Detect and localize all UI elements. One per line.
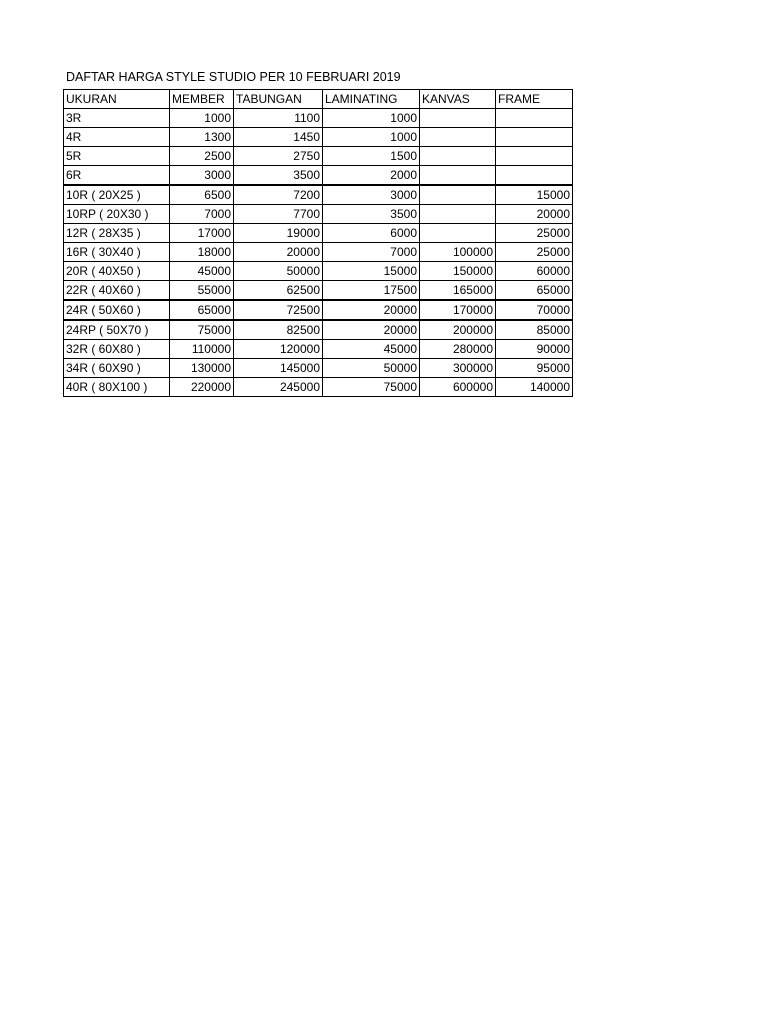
- cell-ukuran: 32R ( 60X80 ): [64, 340, 170, 359]
- cell-kanvas: 200000: [420, 320, 496, 340]
- column-header-kanvas: KANVAS: [420, 90, 496, 109]
- cell-tabungan: 7700: [234, 205, 323, 224]
- cell-kanvas: [420, 224, 496, 243]
- cell-member: 2500: [170, 147, 234, 166]
- cell-frame: 70000: [496, 300, 573, 320]
- cell-ukuran: 22R ( 40X60 ): [64, 281, 170, 301]
- cell-tabungan: 7200: [234, 185, 323, 205]
- cell-tabungan: 3500: [234, 166, 323, 186]
- cell-kanvas: [420, 147, 496, 166]
- table-row: [64, 281, 573, 301]
- cell-frame: 20000: [496, 205, 573, 224]
- cell-tabungan: 120000: [234, 340, 323, 359]
- cell-kanvas: [420, 128, 496, 147]
- cell-member: 65000: [170, 300, 234, 320]
- cell-member: 45000: [170, 262, 234, 281]
- cell-frame: 85000: [496, 320, 573, 340]
- cell-laminating: 75000: [323, 378, 420, 397]
- cell-ukuran: 24R ( 50X60 ): [64, 300, 170, 320]
- cell-kanvas: [420, 185, 496, 205]
- cell-tabungan: 82500: [234, 320, 323, 340]
- cell-laminating: 20000: [323, 300, 420, 320]
- cell-member: 1000: [170, 109, 234, 128]
- cell-ukuran: 10R ( 20X25 ): [64, 185, 170, 205]
- table-row: [64, 185, 573, 205]
- cell-ukuran: 34R ( 60X90 ): [64, 359, 170, 378]
- table-row: [64, 128, 573, 147]
- cell-tabungan: 72500: [234, 300, 323, 320]
- cell-member: 3000: [170, 166, 234, 186]
- cell-kanvas: [420, 109, 496, 128]
- cell-laminating: 6000: [323, 224, 420, 243]
- table-row: [64, 166, 573, 186]
- cell-ukuran: 3R: [64, 109, 170, 128]
- cell-frame: [496, 166, 573, 186]
- cell-laminating: 1500: [323, 147, 420, 166]
- cell-kanvas: 170000: [420, 300, 496, 320]
- table-row: [64, 340, 573, 359]
- cell-tabungan: 245000: [234, 378, 323, 397]
- cell-frame: 25000: [496, 224, 573, 243]
- cell-kanvas: [420, 166, 496, 186]
- cell-tabungan: 1100: [234, 109, 323, 128]
- cell-laminating: 1000: [323, 109, 420, 128]
- cell-member: 220000: [170, 378, 234, 397]
- cell-frame: 95000: [496, 359, 573, 378]
- cell-member: 130000: [170, 359, 234, 378]
- cell-frame: [496, 147, 573, 166]
- cell-ukuran: 12R ( 28X35 ): [64, 224, 170, 243]
- cell-ukuran: 4R: [64, 128, 170, 147]
- cell-frame: 15000: [496, 185, 573, 205]
- cell-ukuran: 10RP ( 20X30 ): [64, 205, 170, 224]
- cell-laminating: 1000: [323, 128, 420, 147]
- cell-kanvas: 100000: [420, 243, 496, 262]
- cell-member: 1300: [170, 128, 234, 147]
- price-table: [63, 89, 573, 397]
- cell-ukuran: 40R ( 80X100 ): [64, 378, 170, 397]
- column-header-ukuran: UKURAN: [64, 90, 170, 109]
- cell-laminating: 20000: [323, 320, 420, 340]
- column-header-laminating: LAMINATING: [323, 90, 420, 109]
- table-row: [64, 300, 573, 320]
- table-row: [64, 147, 573, 166]
- cell-member: 75000: [170, 320, 234, 340]
- cell-laminating: 15000: [323, 262, 420, 281]
- cell-kanvas: 280000: [420, 340, 496, 359]
- cell-frame: 25000: [496, 243, 573, 262]
- cell-tabungan: 50000: [234, 262, 323, 281]
- cell-tabungan: 1450: [234, 128, 323, 147]
- cell-member: 7000: [170, 205, 234, 224]
- cell-member: 55000: [170, 281, 234, 301]
- cell-tabungan: 2750: [234, 147, 323, 166]
- page-title: DAFTAR HARGA STYLE STUDIO PER 10 FEBRUARI 2019: [66, 70, 401, 84]
- cell-frame: [496, 109, 573, 128]
- cell-member: 17000: [170, 224, 234, 243]
- table-row: [64, 243, 573, 262]
- table-row: [64, 359, 573, 378]
- cell-ukuran: 24RP ( 50X70 ): [64, 320, 170, 340]
- cell-member: 18000: [170, 243, 234, 262]
- cell-frame: [496, 128, 573, 147]
- cell-frame: 65000: [496, 281, 573, 301]
- column-header-tabungan: TABUNGAN: [234, 90, 323, 109]
- cell-frame: 60000: [496, 262, 573, 281]
- cell-laminating: 2000: [323, 166, 420, 186]
- table-row: [64, 378, 573, 397]
- cell-laminating: 3000: [323, 185, 420, 205]
- cell-ukuran: 16R ( 30X40 ): [64, 243, 170, 262]
- cell-member: 6500: [170, 185, 234, 205]
- table-row: [64, 262, 573, 281]
- cell-ukuran: 5R: [64, 147, 170, 166]
- cell-tabungan: 62500: [234, 281, 323, 301]
- cell-laminating: 3500: [323, 205, 420, 224]
- cell-kanvas: 600000: [420, 378, 496, 397]
- table-row: [64, 109, 573, 128]
- table-row: [64, 205, 573, 224]
- column-header-frame: FRAME: [496, 90, 573, 109]
- cell-frame: 140000: [496, 378, 573, 397]
- cell-ukuran: 6R: [64, 166, 170, 186]
- cell-laminating: 50000: [323, 359, 420, 378]
- cell-laminating: 17500: [323, 281, 420, 301]
- cell-tabungan: 145000: [234, 359, 323, 378]
- table-row: [64, 224, 573, 243]
- cell-tabungan: 19000: [234, 224, 323, 243]
- cell-laminating: 45000: [323, 340, 420, 359]
- cell-member: 110000: [170, 340, 234, 359]
- cell-kanvas: 150000: [420, 262, 496, 281]
- column-header-member: MEMBER: [170, 90, 234, 109]
- cell-frame: 90000: [496, 340, 573, 359]
- cell-ukuran: 20R ( 40X50 ): [64, 262, 170, 281]
- cell-kanvas: [420, 205, 496, 224]
- cell-kanvas: 300000: [420, 359, 496, 378]
- cell-tabungan: 20000: [234, 243, 323, 262]
- cell-laminating: 7000: [323, 243, 420, 262]
- table-header-row: [64, 90, 573, 109]
- table-row: [64, 320, 573, 340]
- cell-kanvas: 165000: [420, 281, 496, 301]
